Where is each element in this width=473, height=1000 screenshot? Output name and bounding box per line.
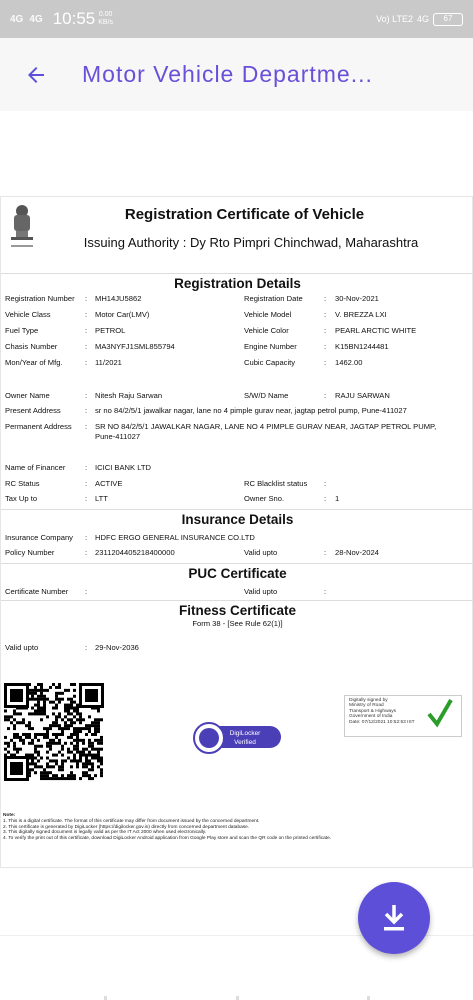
net-speed: 0.00 KB/s — [98, 11, 114, 26]
back-button[interactable] — [24, 63, 48, 87]
insurance-details-heading: Insurance Details — [1, 509, 473, 529]
certificate-document: Registration Certificate of Vehicle Issuing Authority : Dy Rto Pimpri Chinchwad, Maharashtra Registration Details Registration Number : MH14JU5862 Registration Date : 30-Nov-2021 Vehicle Class : Motor Car(LMV) Vehicle Model : V. BREZZA LXI Fuel Type : PETROL Vehicle Color : PEARL ARCTIC WHITE Chasis Number : MA3NYFJ1SML855794 Engine Number : K15BN1244481 Mon/Year of Mfg. : 11/2021 Cubic Capacity : 1462.00 Owner Name : Nitesh Raju Sarwan S/W/D Name : RAJU SARWAN Present Address : sr no 84/2/5/1 jawalkar nagar, lane no 4 pimple gurav near, jagtap petrol pump, Pune-411027 Permanent Address : SR NO 84/2/5/1 JAWALKAR NAGAR, LANE NO 4 PIMPLE GURAV NEAR, JAGTAP PETROL PUMP, Pune-411027 Name of Financer : ICICI BANK LTD RC Status : ACTIVE RC Blacklist status : Tax Up to : LTT Owner Sno. : 1 Insurance Details Insurance Company : HDFC ERGO GENERAL INSURANCE CO.LTD Policy Number : 2311204405218400000 Valid upto : 28-Nov-2024 PUC Certificate Certificate Number : Valid upto : Fitness Certificate Form 38 - [See Rule 62(1)] Valid upto : 29-Nov-2036 DigiLocker Verified Digitally signed by Ministry of Road Transport & Highways Government of India Date: 07/12/2021 10:52:53 IST Note: 1. This is a digital certificate. The format of this certificate may differ from document issued by the concerned department. 2. This certificate is generated by DigiLocker (https://digilocker.gov.in) directly from concerned department database. 3. This digitally signed document is legally valid as per the IT Act 2000 when used electronically. 4. To verify the print out of this certificate, download DigiLocker Android application from Google Play store and scan the QR code on the printed certificate. — [0, 196, 473, 868]
fitness-heading: Fitness Certificate — [1, 600, 473, 620]
arrow-left-icon — [24, 63, 48, 87]
status-bar — [0, 0, 473, 38]
page-title: Motor Vehicle Departme... — [82, 61, 373, 87]
digital-signature: Digitally signed by Ministry of Road Transport & Highways Government of India Date: 07/12/2021 10:52:53 IST — [344, 695, 462, 737]
certificate-title: Registration Certificate of Vehicle — [124, 206, 365, 223]
qr-code — [4, 683, 104, 781]
network-type: 4G — [416, 14, 429, 24]
svg-text:DigiLocker: DigiLocker — [229, 730, 261, 737]
issuing-authority: Issuing Authority : Dy Rto Pimpri Chinchwad, Maharashtra — [83, 235, 419, 250]
notes: Note: 1. This is a digital certificate. The format of this certificate may differ from document issued by the concerned department. 2. This certificate is generated by DigiLocker (https://digilocker.gov.in) directly from concerned department database. 3. This digitally signed document is legally valid as per the IT Act 2000 when used electronically. 4. To verify the print out of this certificate, download DigiLocker Android application from Google Play store and scan the QR code on the printed certificate. — [3, 813, 332, 842]
download-icon — [381, 903, 407, 933]
puc-heading: PUC Certificate — [1, 563, 473, 583]
battery-icon: 67 — [433, 13, 463, 26]
nav-hint — [0, 994, 473, 1000]
svg-text:Verified: Verified — [234, 739, 256, 746]
signal-2: 4G — [29, 13, 43, 25]
app-bar — [0, 38, 473, 111]
status-right — [376, 13, 463, 26]
clock: 10:55 — [52, 9, 96, 28]
checkmark-icon — [427, 698, 453, 728]
signal-1: 4G — [10, 13, 24, 25]
digilocker-verified-badge — [193, 722, 283, 754]
network-label: Vo) LTE2 — [376, 14, 413, 24]
download-button[interactable] — [358, 882, 430, 954]
registration-details-heading: Registration Details — [1, 273, 473, 293]
fitness-form: Form 38 - [See Rule 62(1)] — [192, 619, 283, 628]
